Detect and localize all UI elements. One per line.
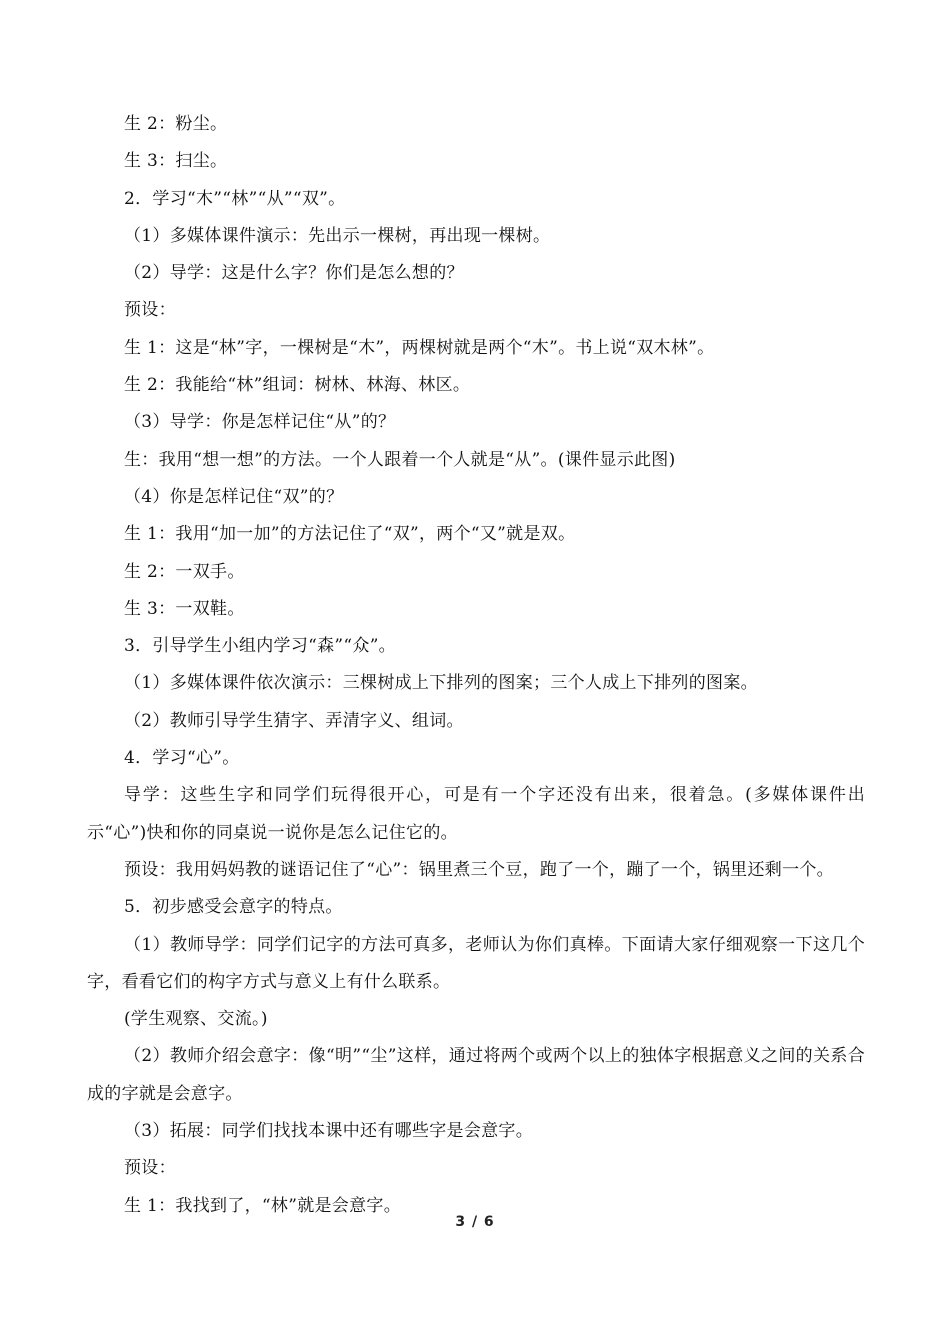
document-body (87, 106, 865, 1225)
text-paragraph: （2）教师介绍会意字：像“明”“尘”这样，通过将两个或两个以上的独体字根据意义之间的关系合成的字就是会意字。 (87, 1046, 865, 1104)
text-line: （2）教师引导学生猜字、弄清字义、组词。 (124, 710, 464, 731)
text-line: 预设： (124, 300, 176, 321)
text-line: （1）多媒体课件演示：先出示一棵树，再出现一棵树。 (124, 225, 551, 246)
section-heading: 3．引导学生小组内学习“森”“众”。 (124, 636, 396, 657)
section-heading: 5．初步感受会意字的特点。 (124, 897, 343, 918)
text-paragraph: （1）教师导学：同学们记字的方法可真多，老师认为你们真棒。下面请大家仔细观察一下这几个字，看看它们的构字方式与意义上有什么联系。 (87, 934, 865, 992)
text-line: （1）多媒体课件依次演示：三棵树成上下排列的图案；三个人成上下排列的图案。 (124, 673, 758, 694)
page-number: 3 / 6 (455, 1214, 495, 1230)
text-line: 生 1：我用“加一加”的方法记住了“双”，两个“又”就是双。 (124, 524, 576, 545)
text-line: 生 3：扫尘。 (124, 151, 228, 172)
text-line: 预设： (124, 1158, 176, 1179)
text-line: 生 1：这是“林”字，一棵树是“木”，两棵树就是两个“木”。书上说“双木林”。 (124, 337, 715, 358)
text-line: （3）导学：你是怎样记住“从”的？ (124, 412, 396, 433)
text-line: 生 2：一双手。 (124, 561, 245, 582)
text-line: （2）导学：这是什么字？你们是怎么想的？ (124, 263, 464, 284)
text-paragraph: 导学：这些生字和同学们玩得很开心，可是有一个字还没有出来，很着急。(多媒体课件出示“心”)快和你的同桌说一说你是怎么记住它的。 (87, 785, 865, 843)
section-heading: 2．学习“木”“林”“从”“双”。 (124, 188, 346, 209)
text-line: 生 3：一双鞋。 (124, 598, 245, 619)
text-line: （4）你是怎样记住“双”的？ (124, 486, 344, 507)
text-line: 生：我用“想一想”的方法。一个人跟着一个人就是“从”。(课件显示此图) (124, 449, 676, 470)
text-paragraph: 预设：我用妈妈教的谜语记住了“心”：锅里煮三个豆，跑了一个，蹦了一个，锅里还剩一个。 (124, 859, 834, 880)
text-line: 生 2：粉尘。 (124, 114, 228, 134)
text-line: (学生观察、交流。) (124, 1009, 268, 1030)
text-line: 生 1：我找到了，“林”就是会意字。 (124, 1195, 402, 1216)
text-line: 生 2：我能给“林”组词：树林、林海、林区。 (124, 375, 471, 396)
section-heading: 4．学习“心”。 (124, 748, 240, 769)
text-line: （3）拓展：同学们找找本课中还有哪些字是会意字。 (124, 1121, 534, 1142)
